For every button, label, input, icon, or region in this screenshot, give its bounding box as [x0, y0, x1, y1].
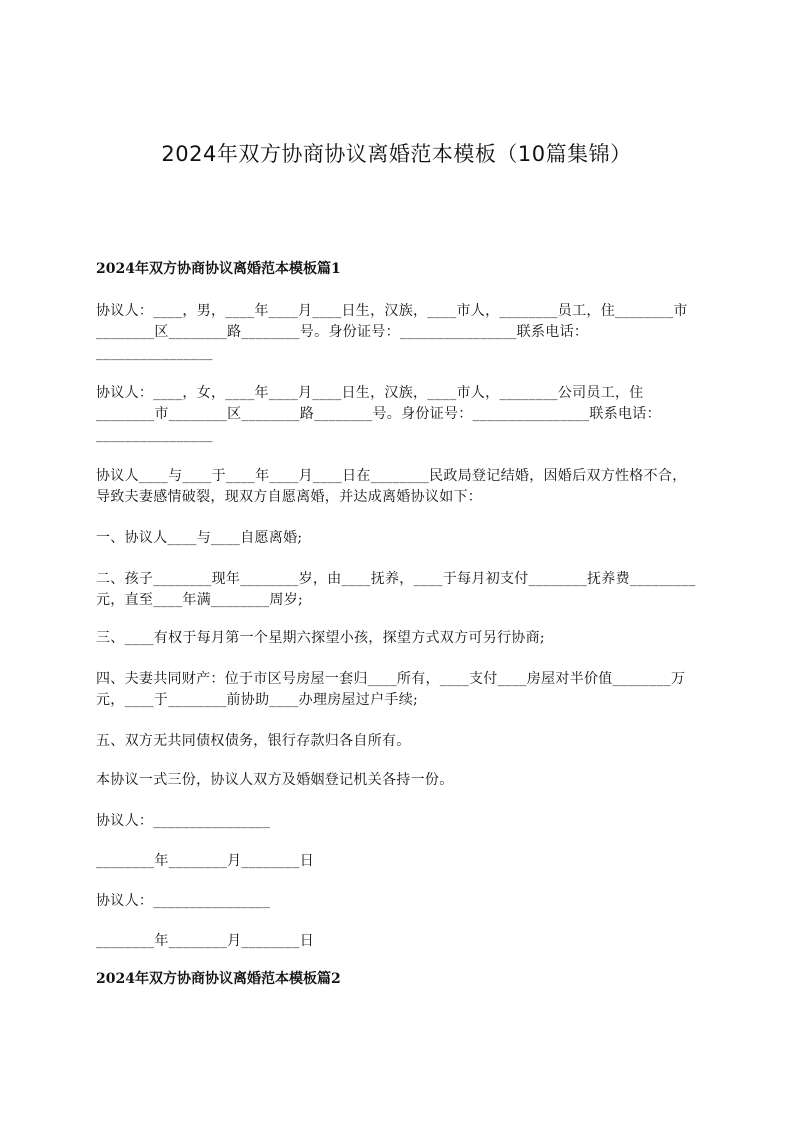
section-heading-2: 2024年双方协商协议离婚范本模板篇2 — [96, 971, 341, 987]
document-title: 2024年双方协商协议离婚范本模板（10篇集锦） — [161, 142, 632, 166]
marriage-statement: 协议人____与____于____年____月____日在________民政局登记结婚，因婚后双方性格不合，导致夫妻感情破裂，现双方自愿离婚，并达成离婚协议如下： — [96, 468, 687, 505]
date-party-b: ________年________月________日 — [96, 933, 315, 949]
clause-3: 三、____有权于每月第一个星期六探望小孩，探望方式双方可另行协商; — [96, 630, 545, 646]
clause-4: 四、夫妻共同财产：位于市区号房屋一套归____所有，____支付____房屋对半价值________万元，____于________前协助____办理房屋过户手续; — [96, 671, 686, 708]
copies-statement: 本协议一式三份，协议人双方及婚姻登记机关各持一份。 — [96, 772, 454, 788]
section-heading-1: 2024年双方协商协议离婚范本模板篇1 — [96, 261, 341, 277]
date-party-a: ________年________月________日 — [96, 853, 315, 869]
clause-5: 五、双方无共同债权债务，银行存款归各自所有。 — [96, 733, 411, 749]
clause-2: 二、孩子________现年________岁，由____抚养，____于每月初支付________抚养费_________元，直至____年满________周岁; — [96, 571, 696, 608]
party-a-info: 协议人：____，男，____年____月____日生，汉族，____市人，________员工，住________市________区________路________号。身份证号：________________联系电话：________________ — [96, 303, 688, 361]
party-b-info: 协议人：____，女，____年____月____日生，汉族，____市人，________公司员工，住________市________区________路________号。身份证号：________________联系电话：________________ — [96, 385, 661, 443]
signature-party-b: 协议人：________________ — [96, 893, 270, 909]
signature-party-a: 协议人：________________ — [96, 813, 270, 829]
clause-1: 一、协议人____与____自愿离婚; — [96, 530, 303, 546]
